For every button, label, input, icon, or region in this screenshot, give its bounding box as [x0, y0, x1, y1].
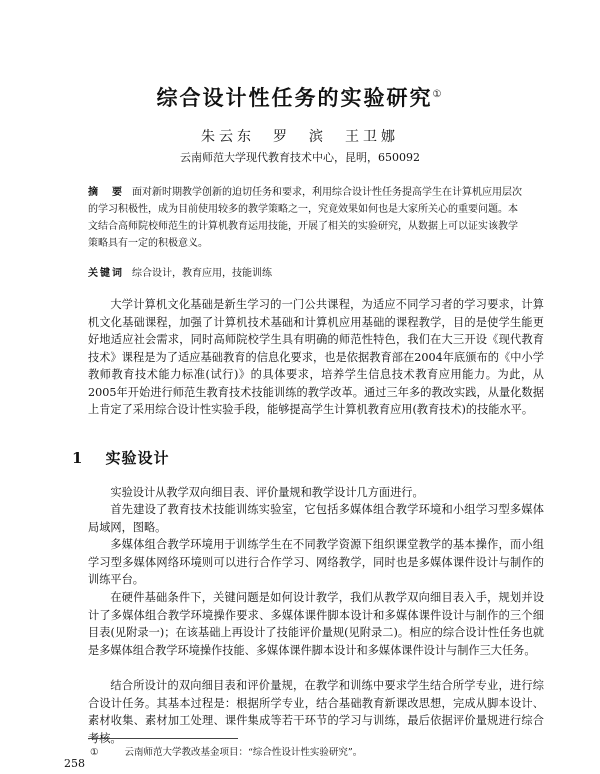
- intro-paragraph: 大学计算机文化基础是新生学习的一门公共课程，为适应不同学习者的学习要求，计算机文化基础课程，加强了计算机技术基础和计算机应用基础的课程教学，目的是使学生能更好地适应社会需求，同时高师院校学生具有明确的师范性特色，我们在大三开设《现代教育技术》课程是为了适应基础教育的信息化要求，也是依据教育部在2004年底颁布的《中小学教师教育技术能力标准(试行)》的具体要求，培养学生信息技术教育应用能力。为此，从2005年开始进行师范生教育技术技能训练的教学改革。通过三年多的教改实践，从量化数据上肯定了采用综合设计性实验手段，能够提高学生计算机教育应用(教育技术)的技能水平。: [88, 298, 544, 416]
- footnote-divider: [88, 738, 238, 739]
- abstract: [88, 184, 522, 252]
- keywords: [88, 266, 522, 282]
- page-number: 258: [64, 757, 85, 770]
- section-paragraph-1: 实验设计从教学双向细目表、评价量规和教学设计几方面进行。: [110, 486, 424, 499]
- keywords-label: 关键词: [88, 268, 124, 279]
- abstract-text: 面对新时期教学创新的迫切任务和要求，利用综合设计性任务提高学生在计算机应用层次的学习积极性，成为目前使用较多的教学策略之一，究竟效果如何也是大家所关心的重要问题。本文结合高师院校师范生的计算机教育运用技能，开展了相关的实验研究，从数据上可以证实该教学策略具有一定的积极意义。: [88, 187, 522, 249]
- author-affiliation: 云南师范大学现代教育技术中心，昆明，650092: [180, 151, 420, 164]
- keywords-text: 综合设计，教育应用，技能训练: [132, 268, 272, 279]
- section-number: 1: [72, 449, 84, 467]
- footnote: [90, 744, 362, 758]
- section-paragraph-5: 结合所设计的双向细目表和评价量规，在教学和训练中要求学生结合所学专业，进行综合设计任务。其基本过程是：根据所学专业，结合基础教育新课改思想，完成从脚本设计、素材收集、素材加工处理、课件集成等若干环节的学习与训练，最后依据评价量规进行综合考核。: [88, 679, 544, 745]
- section-heading: [72, 447, 169, 468]
- footnote-mark: ①: [90, 747, 99, 758]
- section-title: 实验设计: [105, 449, 170, 467]
- title-footnote-mark[interactable]: ①: [432, 89, 444, 100]
- author-list: 朱云东 罗 滨 王卫娜: [201, 129, 399, 145]
- section-paragraph-3: 多媒体组合教学环境用于训练学生在不同教学资源下组织课堂教学的基本操作，而小组学习型多媒体网络环境则可以进行合作学习、网络教学，同时也是多媒体课件设计与制作的训练平台。: [88, 538, 544, 586]
- paper-title: [0, 82, 600, 112]
- footnote-text: 云南师范大学教改基金项目：“综合性设计性实验研究”。: [124, 747, 363, 758]
- section-paragraph-2: 首先建设了教育技术技能训练实验室，它包括多媒体组合教学环境和小组学习型多媒体局域网，图略。: [88, 503, 544, 534]
- abstract-label: 摘 要: [88, 187, 124, 198]
- section-paragraph-4: 在硬件基础条件下，关键问题是如何设计教学，我们从教学双向细目表入手，规划并设计了多媒体组合教学环境操作要求、多媒体课件脚本设计和多媒体课件设计与制作的三个细目表(见附录一)；在该基础上再设计了技能评价量规(见附录二)。相应的综合设计性任务也就是多媒体组合教学环境操作技能、多媒体课件脚本设计和多媒体课件设计与制作三大任务。: [88, 591, 544, 657]
- paper-title-text: 综合设计性任务的实验研究: [156, 85, 433, 110]
